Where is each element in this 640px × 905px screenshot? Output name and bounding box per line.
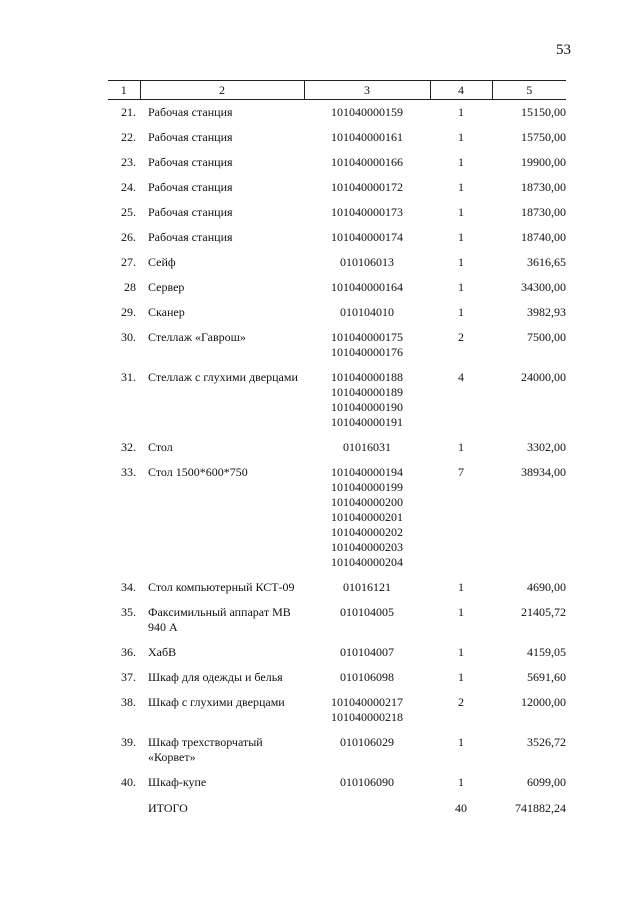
item-sum: 15150,00 [521,105,566,119]
inventory-codes [304,225,430,250]
inventory-codes [304,150,430,175]
table-row [108,150,566,175]
table-header [108,81,566,100]
inventory-codes [304,100,430,126]
table-footer [108,795,566,816]
row-number: 35. [121,605,136,619]
inventory-code: 010104007 [340,645,394,659]
table-row [108,435,566,460]
inventory-codes [304,200,430,225]
item-sum: 21405,72 [521,605,566,619]
table-row [108,225,566,250]
item-name: Рабочая станция [148,230,233,244]
item-quantity: 1 [458,580,464,594]
item-quantity: 1 [458,440,464,454]
item-name: ХабВ [148,645,177,659]
item-quantity: 1 [458,305,464,319]
item-quantity: 1 [458,205,464,219]
row-number: 39. [121,735,136,749]
row-number: 37. [121,670,136,684]
item-sum: 4159,05 [527,645,566,659]
header-col-2: 2 [140,81,304,100]
inventory-codes [304,460,430,575]
item-name: Шкаф для одежды и белья [148,670,283,684]
item-name: Стеллаж с глухими дверцами [148,370,298,384]
item-sum: 5691,60 [527,670,566,684]
inventory-code: 101040000164 [331,280,403,294]
inventory-code: 101040000166 [331,155,403,169]
item-sum: 34300,00 [521,280,566,294]
inventory-codes [304,770,430,795]
item-sum: 18730,00 [521,205,566,219]
inventory-code: 101040000176 [331,345,403,359]
row-number: 25. [121,205,136,219]
inventory-code: 101040000191 [331,415,403,429]
inventory-code: 010106090 [340,775,394,789]
page-number: 53 [556,42,571,58]
table-row [108,600,566,640]
item-name: Стеллаж «Гаврош» [148,330,246,344]
inventory-code: 101040000174 [331,230,403,244]
row-number: 33. [121,465,136,479]
item-quantity: 1 [458,670,464,684]
row-number: 26. [121,230,136,244]
inventory-code: 101040000189 [331,385,403,399]
row-number: 28 [124,280,136,294]
inventory-codes [304,125,430,150]
item-name: Рабочая станция [148,180,233,194]
table-row [108,640,566,665]
item-quantity: 1 [458,180,464,194]
inventory-codes [304,640,430,665]
inventory-codes [304,250,430,275]
item-sum: 6099,00 [527,775,566,789]
item-sum: 3616,65 [527,255,566,269]
item-quantity: 7 [458,465,464,479]
inventory-table [108,80,566,816]
item-name: Рабочая станция [148,205,233,219]
item-quantity: 4 [458,370,464,384]
inventory-code: 01016121 [343,580,391,594]
inventory-code: 101040000173 [331,205,403,219]
inventory-code: 101040000190 [331,400,403,414]
table-row [108,730,566,770]
inventory-codes [304,300,430,325]
table-row [108,250,566,275]
item-quantity: 2 [458,695,464,709]
row-number: 32. [121,440,136,454]
inventory-code: 010106013 [340,255,394,269]
row-number: 31. [121,370,136,384]
total-qty: 40 [455,801,467,815]
item-quantity: 1 [458,645,464,659]
inventory-code: 101040000159 [331,105,403,119]
table-row [108,300,566,325]
inventory-codes [304,665,430,690]
item-name: Сервер [148,280,185,294]
table-row [108,690,566,730]
item-name: Шкаф с глухими дверцами [148,695,285,709]
inventory-codes [304,435,430,460]
item-name: Шкаф трехстворчатый «Корвет» [148,735,263,764]
item-name: Рабочая станция [148,155,233,169]
inventory-code: 101040000172 [331,180,403,194]
table-row [108,460,566,575]
table-row [108,575,566,600]
item-sum: 24000,00 [521,370,566,384]
total-code [304,795,430,816]
table-row [108,275,566,300]
inventory-code: 101040000194 [331,465,403,479]
item-name: Шкаф-купе [148,775,207,789]
inventory-code: 101040000202 [331,525,403,539]
table-body [108,100,566,796]
item-sum: 38934,00 [521,465,566,479]
header-col-5: 5 [492,81,566,100]
row-number: 23. [121,155,136,169]
item-quantity: 1 [458,155,464,169]
header-col-3: 3 [304,81,430,100]
item-quantity: 2 [458,330,464,344]
row-number: 38. [121,695,136,709]
inventory-code: 101040000199 [331,480,403,494]
item-sum: 3982,93 [527,305,566,319]
item-name: Сканер [148,305,185,319]
row-number: 24. [121,180,136,194]
header-col-4: 4 [430,81,492,100]
item-sum: 7500,00 [527,330,566,344]
total-row [108,795,566,816]
item-quantity: 1 [458,230,464,244]
row-number: 21. [121,105,136,119]
inventory-codes [304,730,430,770]
header-row [108,81,566,100]
item-name: Стол 1500*600*750 [148,465,248,479]
row-number: 36. [121,645,136,659]
item-name: Стол компьютерный КСТ-09 [148,580,295,594]
inventory-codes [304,600,430,640]
inventory-codes [304,275,430,300]
inventory-codes [304,690,430,730]
item-quantity: 1 [458,280,464,294]
table-row [108,325,566,365]
item-sum: 15750,00 [521,130,566,144]
inventory-codes [304,365,430,435]
inventory-code: 101040000217 [331,695,403,709]
item-quantity: 1 [458,775,464,789]
inventory-code: 101040000200 [331,495,403,509]
total-sum: 741882,24 [515,801,566,815]
inventory-code: 101040000188 [331,370,403,384]
row-number: 29. [121,305,136,319]
inventory-code: 101040000201 [331,510,403,524]
table-row [108,200,566,225]
table-row [108,665,566,690]
item-sum: 3526,72 [527,735,566,749]
inventory-code: 101040000204 [331,555,403,569]
item-sum: 19900,00 [521,155,566,169]
inventory-code: 101040000161 [331,130,403,144]
item-quantity: 1 [458,105,464,119]
item-sum: 18730,00 [521,180,566,194]
inventory-code: 01016031 [343,440,391,454]
item-sum: 3302,00 [527,440,566,454]
table-row [108,365,566,435]
inventory-code: 010104005 [340,605,394,619]
inventory-code: 010106029 [340,735,394,749]
item-sum: 18740,00 [521,230,566,244]
row-number: 27. [121,255,136,269]
inventory-codes [304,575,430,600]
row-number: 30. [121,330,136,344]
row-number: 34. [121,580,136,594]
total-num [108,795,140,816]
item-quantity: 1 [458,735,464,749]
item-name: Стол [148,440,173,454]
item-quantity: 1 [458,605,464,619]
row-number: 40. [121,775,136,789]
item-name: Сейф [148,255,176,269]
total-label: ИТОГО [148,801,188,815]
table-row [108,125,566,150]
item-quantity: 1 [458,130,464,144]
item-quantity: 1 [458,255,464,269]
item-sum: 12000,00 [521,695,566,709]
header-col-1: 1 [108,81,140,100]
table-row [108,100,566,126]
item-sum: 4690,00 [527,580,566,594]
item-name: Факсимильный аппарат МВ 940 А [148,605,291,634]
row-number: 22. [121,130,136,144]
inventory-code: 101040000175 [331,330,403,344]
inventory-code: 010106098 [340,670,394,684]
item-name: Рабочая станция [148,105,233,119]
table-row [108,175,566,200]
inventory-code: 101040000203 [331,540,403,554]
table-row [108,770,566,795]
inventory-codes [304,175,430,200]
inventory-code: 101040000218 [331,710,403,724]
inventory-codes [304,325,430,365]
item-name: Рабочая станция [148,130,233,144]
inventory-code: 010104010 [340,305,394,319]
